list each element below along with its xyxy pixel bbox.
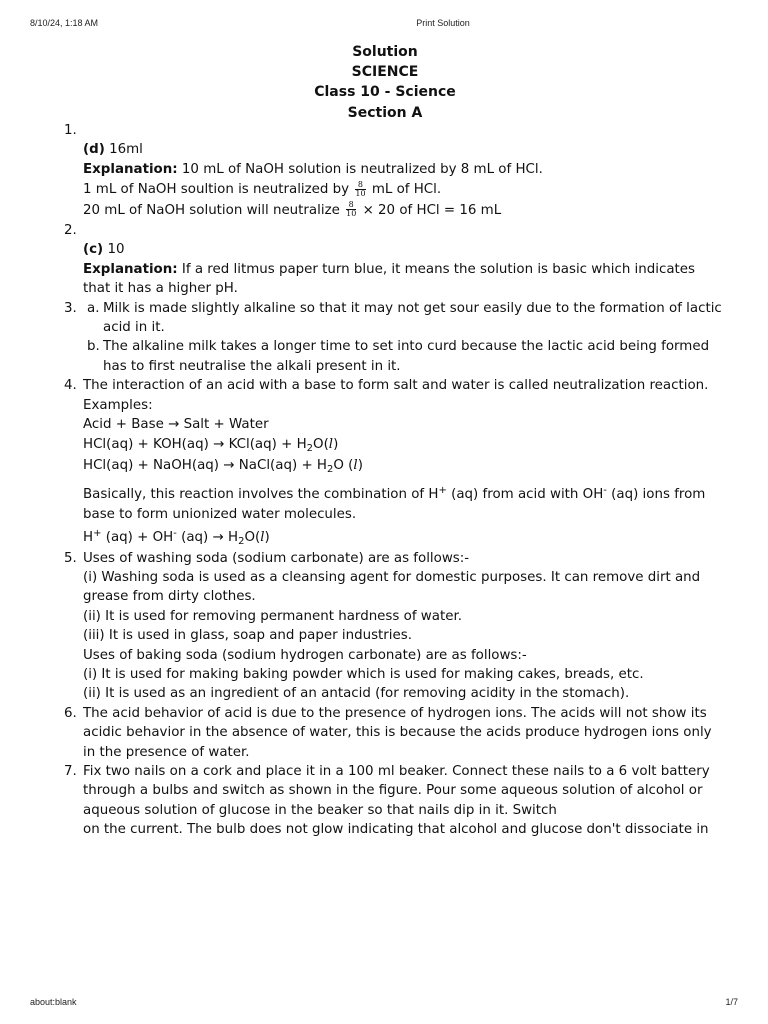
equation-naoh [83, 456, 726, 475]
eq-text: O( [244, 530, 261, 546]
examples-label: Examples: [83, 397, 153, 413]
explanation-step-2 [83, 201, 726, 220]
document-titles [0, 42, 768, 123]
explanation-label: Explanation: [83, 161, 178, 177]
print-footer [0, 997, 768, 1009]
question-4 [64, 376, 726, 547]
step-text: 20 mL of NaOH solution will neutralize [83, 202, 340, 218]
answer-line: (ii) It is used for removing permanent hardness of water. [83, 608, 462, 624]
eq-text: (aq) + OH [101, 530, 174, 546]
question-7 [64, 762, 726, 840]
part-text: Milk is made slightly alkaline so that it may not get sour easily due to the formation of lactic acid in it. [103, 300, 722, 336]
question-number: 2. [64, 223, 77, 239]
answer-line: (i) Washing soda is used as a cleansing agent for domestic purposes. It can remove dirt and grease from dirty clothes. [83, 569, 701, 605]
step-text: × 20 of HCl = 16 mL [362, 202, 502, 218]
part-label: b. [87, 339, 100, 355]
superscript: + [438, 485, 447, 497]
explanation-text: 10 mL of NaOH solution is neutralized by 8 mL of HCl. [177, 161, 543, 177]
liquid-symbol: l [353, 457, 358, 473]
print-header [0, 18, 768, 30]
answer-text: 16ml [104, 142, 143, 158]
fraction-denominator: 10 [355, 188, 366, 198]
page-url: about:blank [30, 997, 77, 1007]
eq-text: ) [357, 457, 363, 473]
answer-text: 10 [103, 242, 125, 258]
eq-text: O ( [333, 457, 354, 473]
part-label: a. [87, 300, 100, 316]
question-5 [64, 549, 726, 704]
fraction-denominator: 10 [346, 209, 357, 219]
explanation-label: Explanation: [83, 261, 178, 277]
answer-line: Uses of baking soda (sodium hydrogen carbonate) are as follows:- [83, 647, 527, 663]
explanation-step-1 [83, 180, 726, 199]
superscript: + [93, 528, 102, 540]
eq-text: (aq) → H [176, 530, 239, 546]
part-text: The alkaline milk takes a longer time to set into curd because the lactic acid being formed has to first neutralise the alkali present in it. [103, 339, 710, 374]
eq-text: Basically, this reaction involves the combination of H [83, 487, 439, 503]
print-datetime: 8/10/24, 1:18 AM [30, 18, 99, 28]
eq-text: (aq) from acid with OH [446, 487, 604, 503]
step-text: mL of HCl. [371, 182, 442, 198]
answer-line [83, 140, 726, 159]
equation-general: Acid + Base → Salt + Water [83, 417, 269, 433]
fraction [346, 201, 356, 218]
explanation-text: If a red litmus paper turn blue, it means the solution is basic which indicates that it has a higher pH. [83, 261, 696, 297]
superscript: - [603, 485, 607, 497]
step-text: 1 mL of NaOH soultion is neutralized by [83, 182, 350, 198]
question-number: 7. [64, 763, 77, 779]
print-title: Print Solution [416, 18, 470, 28]
question-number: 1. [64, 123, 77, 138]
question-3 [64, 299, 726, 377]
title-solution: Solution [352, 44, 418, 60]
eq-text: ) [333, 437, 339, 453]
answer-text-continued: on the current. The bulb does not glow indicating that alcohol and glucose don't dissociate in [83, 822, 709, 838]
title-section: Section A [347, 105, 423, 121]
question-number: 4. [64, 378, 77, 394]
basic-explanation [83, 485, 726, 524]
explanation [83, 260, 726, 299]
fraction-numerator: 8 [346, 201, 356, 210]
answer-part-a [83, 299, 726, 338]
answer-line: (i) It is used for making baking powder which is used for making cakes, breads, etc. [83, 666, 644, 682]
eq-text: O( [313, 437, 329, 453]
page-number: 1/7 [725, 997, 738, 1007]
subscript: 2 [306, 443, 314, 455]
subscript: 2 [327, 463, 334, 475]
answer-option: (d) [83, 142, 105, 158]
answer-line [83, 240, 726, 259]
question-number: 5. [64, 550, 77, 566]
title-class: Class 10 - Science [314, 84, 456, 100]
answer-line: (iii) It is used in glass, soap and paper industries. [83, 628, 412, 644]
answer-line: Uses of washing soda (sodium carbonate) are as follows:- [83, 550, 470, 566]
liquid-symbol: l [328, 437, 334, 453]
answer-text: The acid behavior of acid is due to the presence of hydrogen ions. The acids will not show its acidic behavior in the absence of water, this is because the acids produce hydrogen ions only in the presence of water. [83, 705, 712, 760]
fraction-numerator: 8 [355, 181, 365, 190]
question-6 [64, 704, 726, 762]
eq-text: (aq) ions from base to form unionized water molecules. [83, 487, 706, 522]
answer-part-b [83, 337, 726, 376]
answer-text: Fix two nails on a cork and place it in a 100 ml beaker. Connect these nails to a 6 volt battery through a bulbs and switch as shown in the figure. Pour some aqueous solution of alcohol or aqueous solution of glucose in the beaker so that nails dip in it. Switch [83, 763, 710, 818]
fraction [355, 181, 365, 198]
answer-option: (c) [83, 242, 104, 258]
equation-ionic [83, 528, 726, 547]
question-1 [64, 121, 726, 220]
question-number: 3. [64, 300, 77, 316]
eq-text: HCl(aq) + KOH(aq) → KCl(aq) + H [83, 437, 307, 453]
answer-line: (ii) It is used as an ingredient of an antacid (for removing acidity in the stomach). [83, 686, 630, 702]
question-2 [64, 221, 726, 299]
equation-koh [83, 435, 726, 454]
question-number: 6. [64, 705, 77, 721]
superscript: - [173, 528, 177, 540]
eq-text: ) [264, 530, 270, 546]
solution-body [64, 121, 726, 840]
eq-text: H [83, 530, 94, 546]
eq-text: HCl(aq) + NaOH(aq) → NaCl(aq) + H [83, 457, 327, 473]
title-subject: SCIENCE [351, 64, 419, 80]
explanation [83, 160, 726, 179]
answer-intro: The interaction of an acid with a base to form salt and water is called neutralization reaction. [83, 378, 709, 394]
liquid-symbol: l [260, 530, 265, 546]
subscript: 2 [238, 536, 245, 548]
